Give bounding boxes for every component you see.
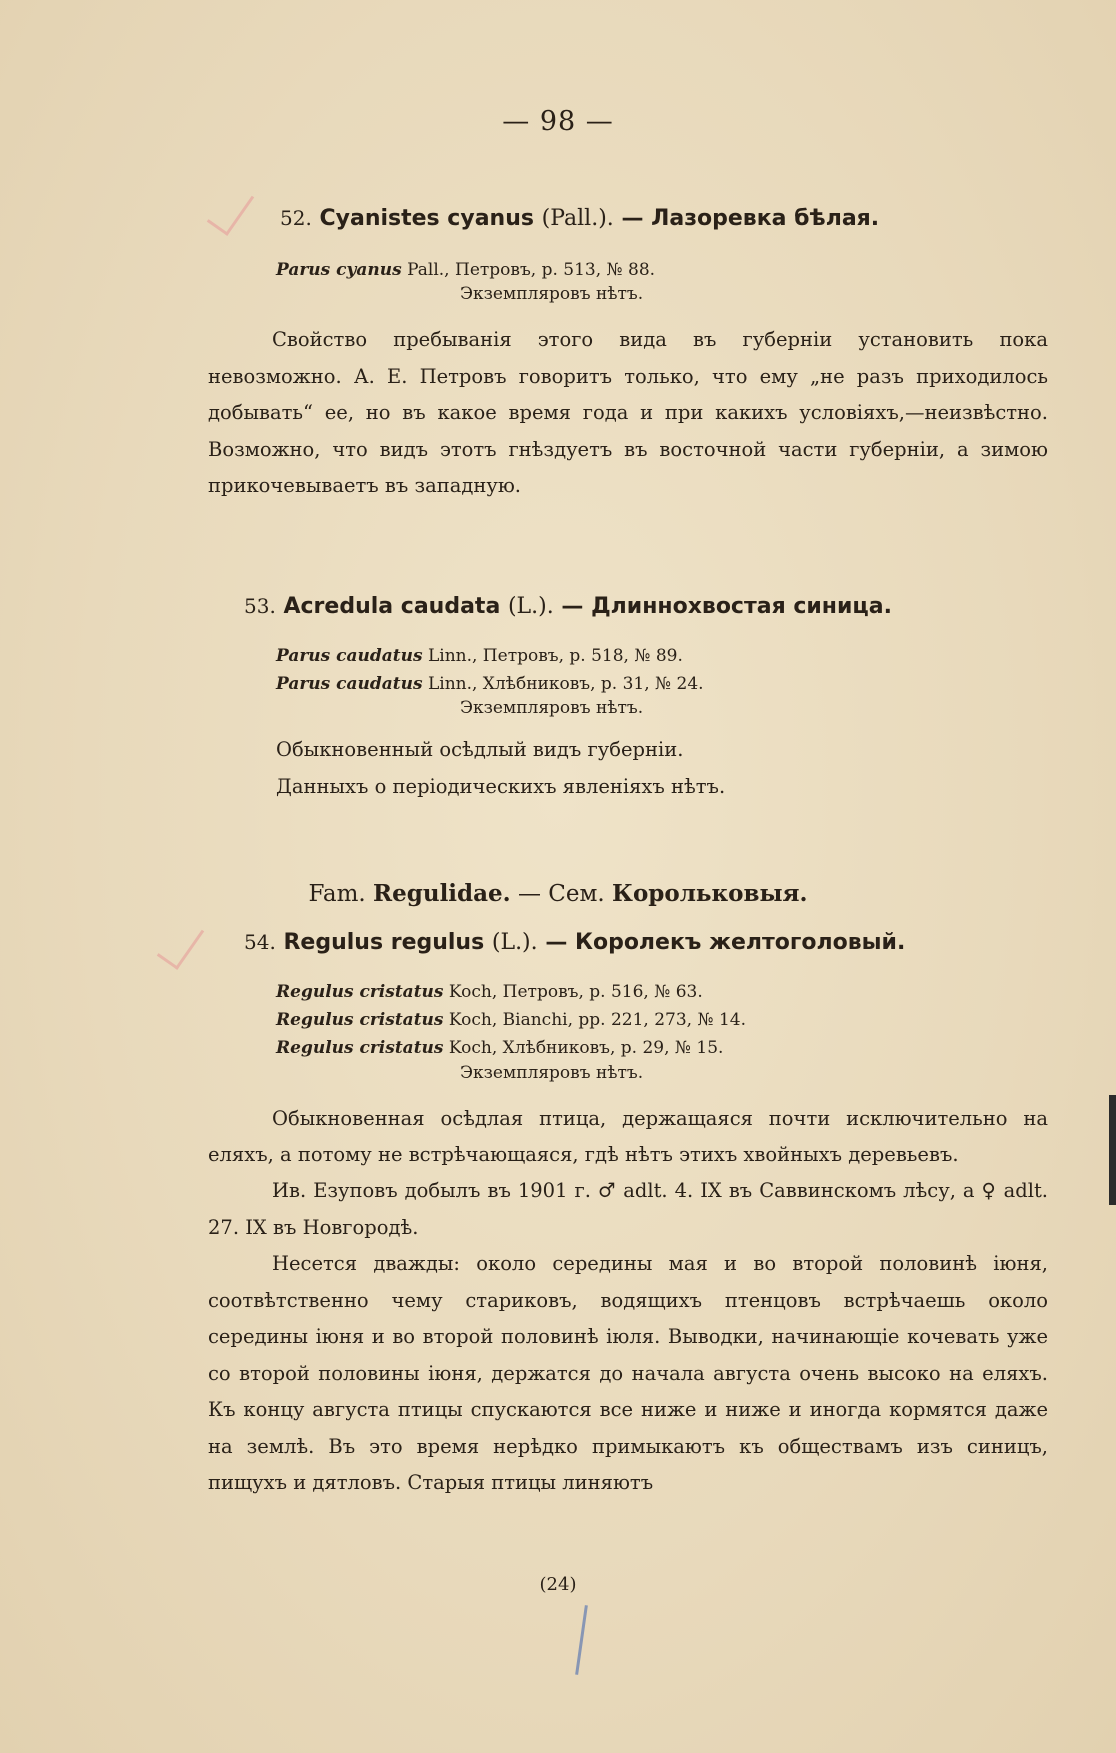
- family-heading: Fam. Regulidae. — Сем. Корольковыя.: [308, 880, 808, 907]
- synonym-line: Parus caudatus Linn., Хлѣбниковъ, p. 31, № 24.: [276, 674, 704, 695]
- synonym-line: Regulus cristatus Koch, Bianchi, pp. 221, 273, № 14.: [276, 1010, 746, 1031]
- entry-52: [208, 206, 1048, 505]
- signature-mark: (24): [539, 1574, 577, 1595]
- entry-line: Данныхъ о періодическихъ явленіяхъ нѣтъ.: [276, 774, 726, 798]
- entry-text: Обыкновенная осѣдлая птица, держащаяся почти исключительно на еляхъ, а потому не встрѣчающаяся, гдѣ нѣтъ этихъ хвойныхъ деревьевъ.: [208, 1106, 1048, 1166]
- entry-heading: 53. Acredula caudata (L.). — Длиннохвостая синица.: [244, 594, 892, 619]
- margin-checkmark: [157, 917, 204, 970]
- specimens-note: Экземпляровъ нѣтъ.: [460, 698, 644, 719]
- specimens-note: Экземпляровъ нѣтъ.: [460, 1062, 644, 1083]
- pencil-mark: [575, 1605, 588, 1675]
- specimens-note: Экземпляровъ нѣтъ.: [460, 284, 644, 305]
- entry-text: Несется дважды: около середины мая и во второй половинѣ іюня, соотвѣтственно чему стариковъ, водящихъ птенцовъ встрѣчаешь около середины іюня и во второй половинѣ іюля. Выводки, начинающіе кочевать уже со второй половины іюня, держатся до начала августа очень высоко на еляхъ. Къ концу августа птицы спускаются все ниже и ниже и иногда кормятся даже на землѣ. Въ это время нерѣдко примыкаютъ къ обществамъ изъ синицъ, пищухъ и дятловъ. Старыя птицы линяютъ: [208, 1252, 1048, 1495]
- entry-53: [208, 594, 1048, 805]
- synonym-line: Regulus cristatus Koch, Хлѣбниковъ, p. 29, № 15.: [276, 1038, 724, 1059]
- entry-54: [208, 930, 1048, 1502]
- synonym-line: Regulus cristatus Koch, Петровъ, p. 516, № 63.: [276, 982, 703, 1003]
- entry-text: Ив. Езуповъ добылъ въ 1901 г. ♂ adlt. 4. IX въ Саввинскомъ лѣсу, а ♀ adlt. 27. IX въ Новгородѣ.: [208, 1179, 1048, 1239]
- entry-line: Обыкновенный осѣдлый видъ губерніи.: [276, 738, 684, 762]
- entry-heading: 54. Regulus regulus (L.). — Королекъ желтоголовый.: [244, 930, 906, 955]
- entry-text: Свойство пребыванія этого вида въ губерніи установить пока невозможно. А. Е. Петровъ говоритъ только, что ему „не разъ приходилось добывать“ ее, но въ какое время года и при какихъ условіяхъ,—неизвѣстно. Возможно, что видъ этотъ гнѣздуетъ въ восточной части губерніи, а зимою прикочевываетъ въ западную.: [208, 328, 1048, 498]
- synonym-line: Parus cyanus Pall., Петровъ, p. 513, № 88.: [276, 260, 656, 281]
- page-number: — 98 —: [502, 106, 614, 137]
- page-edge-mark: [1109, 1095, 1116, 1205]
- synonym-line: Parus caudatus Linn., Петровъ, p. 518, № 89.: [276, 646, 683, 667]
- entry-heading: 52. Cyanistes cyanus (Pall.). — Лазоревка бѣлая.: [280, 206, 880, 231]
